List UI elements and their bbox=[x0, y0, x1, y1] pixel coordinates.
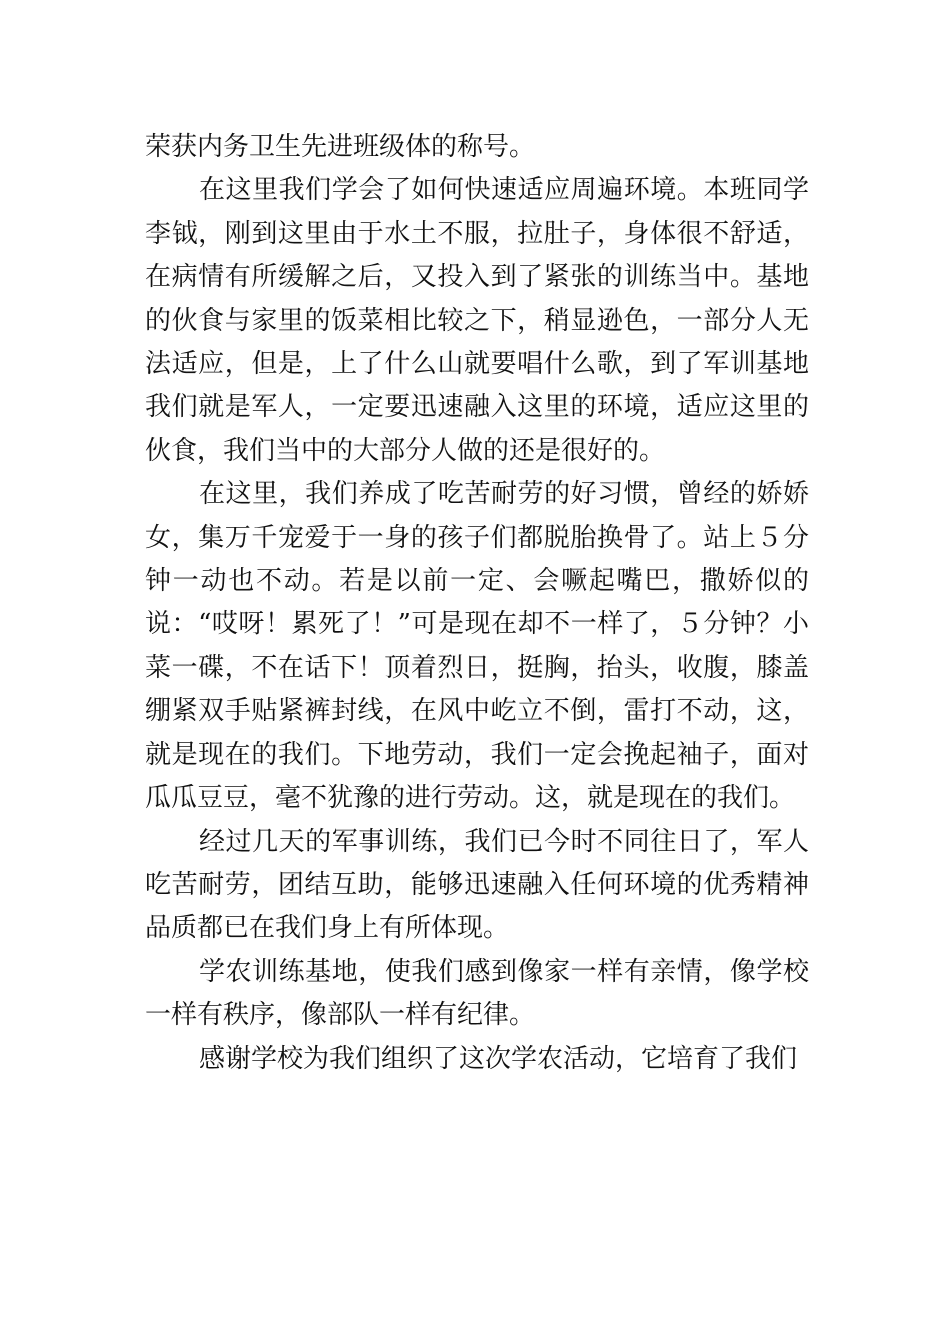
paragraph-hard-work: 在这里，我们养成了吃苦耐劳的好习惯，曾经的娇娇女，集万千宠爱于一身的孩子们都脱胎换骨了。站上５分钟一动也不动。若是以前一定、会噘起嘴巴，撒娇似的说：“哎呀！累死了！”可是现在却不一样了，５分钟？小菜一碟，不在话下！顶着烈日，挺胸，抬头，收腹，膝盖绷紧双手贴紧裤封线，在风中屹立不倒，雷打不动，这，就是现在的我们。下地劳动，我们一定会挽起袖子，面对瓜瓜豆豆，毫不犹豫的进行劳动。这，就是现在的我们。 bbox=[145, 479, 809, 814]
paragraph-continuation: 荣获内务卫生先进班级体的称号。 bbox=[145, 132, 536, 162]
paragraph-adapting-environment: 在这里我们学会了如何快速适应周遍环境。本班同学李钺，刚到这里由于水土不服，拉肚子，身体很不舒适，在病情有所缓解之后，又投入到了紧张的训练当中。基地的伙食与家里的饭菜相比较之下，稍显逊色，一部分人无法适应，但是，上了什么山就要唱什么歌，到了军训基地我们就是军人，一定要迅速融入这里的环境，适应这里的伙食，我们当中的大部分人做的还是很好的。 bbox=[145, 175, 809, 466]
document-body bbox=[145, 126, 809, 1081]
paragraph-training-base: 学农训练基地，使我们感到像家一样有亲情，像学校一样有秩序，像部队一样有纪律。 bbox=[145, 956, 809, 1031]
paragraph-military-training: 经过几天的军事训练，我们已今时不同往日了，军人吃苦耐劳，团结互助，能够迅速融入任何环境的优秀精神品质都已在我们身上有所体现。 bbox=[145, 826, 809, 944]
paragraph-thanks: 感谢学校为我们组织了这次学农活动，它培育了我们 bbox=[199, 1043, 798, 1074]
